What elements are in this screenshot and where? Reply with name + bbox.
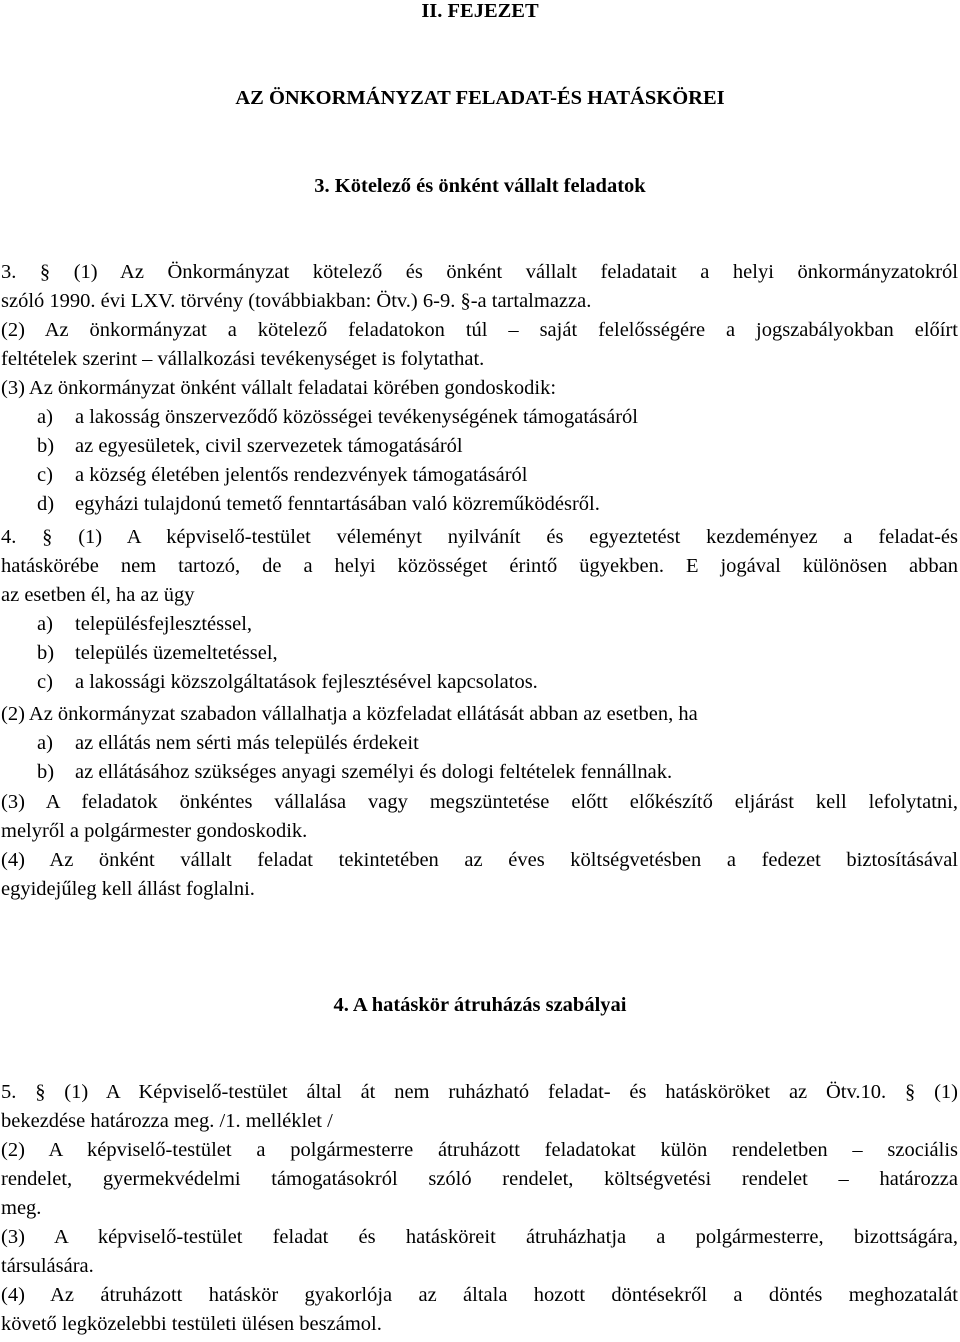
paragraph-5-3-line: társulására.: [1, 1255, 94, 1277]
chapter-number: II. FEJEZET: [421, 0, 539, 22]
paragraph-3-1-line: 3. § (1) Az Önkormányzat kötelező és önként vállalt feladatait a helyi önkormányzatokról: [1, 261, 958, 283]
list-item-label: a): [37, 732, 53, 754]
paragraph-5-3-line: (3) A képviselő-testület feladat és hatásköreit átruházhatja a polgármesterre, bizottságára,: [1, 1226, 958, 1248]
paragraph-5-2-line: rendelet, gyermekvédelmi támogatásokról szóló rendelet, költségvetési rendelet – határozza: [1, 1168, 958, 1190]
chapter-title: AZ ÖNKORMÁNYZAT FELADAT-ÉS HATÁSKÖREI: [235, 87, 725, 109]
paragraph-4-1-line: hatáskörébe nem tartozó, de a helyi közösséget érintő ügyekben. E jogával különösen abban: [1, 555, 958, 577]
paragraph-4-3-line: melyről a polgármester gondoskodik.: [1, 820, 308, 842]
list-item: [37, 758, 672, 787]
list-item-text: az ellátás nem sérti más település érdekeit: [75, 732, 419, 754]
section-title-4: 4. A hatáskör átruházás szabályai: [333, 994, 627, 1016]
paragraph-4-1-line: 4. § (1) A képviselő-testület véleményt nyilvánít és egyeztetést kezdeményez a feladat-és: [1, 526, 958, 548]
list-item-label: b): [37, 761, 55, 783]
list-item: [37, 432, 463, 461]
list-item-text: az ellátásához szükséges anyagi személyi és dologi feltételek fennállnak.: [75, 761, 673, 783]
list-item: [37, 403, 638, 432]
list-item-text: a lakosság önszerveződő közösségei tevékenységének támogatásáról: [75, 406, 638, 428]
paragraph-3-2-line: (2) Az önkormányzat a kötelező feladatokon túl – saját felelősségére a jogszabályokban előírt: [1, 319, 958, 341]
paragraph-5-1-line: bekezdése határozza meg. /1. melléklet /: [1, 1110, 333, 1132]
list-item-text: a lakossági közszolgáltatások fejlesztésével kapcsolatos.: [75, 671, 538, 693]
list-item-text: településfejlesztéssel,: [75, 613, 253, 635]
list-item-text: egyházi tulajdonú temető fenntartásában való közreműködésről.: [75, 493, 600, 515]
list-item: [37, 639, 278, 668]
list-item-label: c): [37, 671, 53, 693]
paragraph-5-4-line: (4) Az átruházott hatáskör gyakorlója az általa hozott döntésekről a döntés meghozatalát: [1, 1284, 958, 1306]
list-item-label: b): [37, 435, 55, 457]
list-item: [37, 610, 252, 639]
list-item-text: az egyesületek, civil szervezetek támogatásáról: [75, 435, 463, 457]
list-item: [37, 461, 528, 490]
list-item-text: a község életében jelentős rendezvények támogatásáról: [75, 464, 528, 486]
paragraph-5-4-line: követő legközelebbi testületi ülésen beszámol.: [1, 1313, 382, 1335]
list-item-label: b): [37, 642, 55, 664]
paragraph-5-1-line: 5. § (1) A Képviselő-testület által át nem ruházható feladat- és hatásköröket az Ötv.10. § (1): [1, 1081, 958, 1103]
paragraph-5-2-line: meg.: [1, 1197, 42, 1219]
list-item-label: c): [37, 464, 53, 486]
paragraph-3-1-line: szóló 1990. évi LXV. törvény (továbbiakban: Ötv.) 6-9. §-a tartalmazza.: [1, 290, 592, 312]
paragraph-4-4-line: (4) Az önként vállalt feladat tekintetében az éves költségvetésben a fedezet biztosításával: [1, 849, 958, 871]
paragraph-5-2-line: (2) A képviselő-testület a polgármesterre átruházott feladatokat külön rendeletben – szociális: [1, 1139, 958, 1161]
section-title-3: 3. Kötelező és önként vállalt feladatok: [314, 175, 646, 197]
list-item: [37, 668, 538, 697]
paragraph-4-3-line: (3) A feladatok önkéntes vállalása vagy megszüntetése előtt előkészítő eljárást kell lefolytatni,: [1, 791, 958, 813]
paragraph-4-2-line: (2) Az önkormányzat szabadon vállalhatja a közfeladat ellátását abban az esetben, ha: [1, 703, 698, 725]
paragraph-3-3-line: (3) Az önkormányzat önként vállalt feladatai körében gondoskodik:: [1, 377, 557, 399]
list-item: [37, 490, 600, 519]
list-item-label: a): [37, 406, 53, 428]
paragraph-4-4-line: egyidejűleg kell állást foglalni.: [1, 878, 255, 900]
paragraph-4-1-line: az esetben él, ha az ügy: [1, 584, 195, 606]
list-item: [37, 729, 419, 758]
paragraph-3-2-line: feltételek szerint – vállalkozási tevékenységet is folytathat.: [1, 348, 485, 370]
list-item-label: d): [37, 493, 55, 515]
list-item-text: település üzemeltetéssel,: [75, 642, 278, 664]
list-item-label: a): [37, 613, 53, 635]
